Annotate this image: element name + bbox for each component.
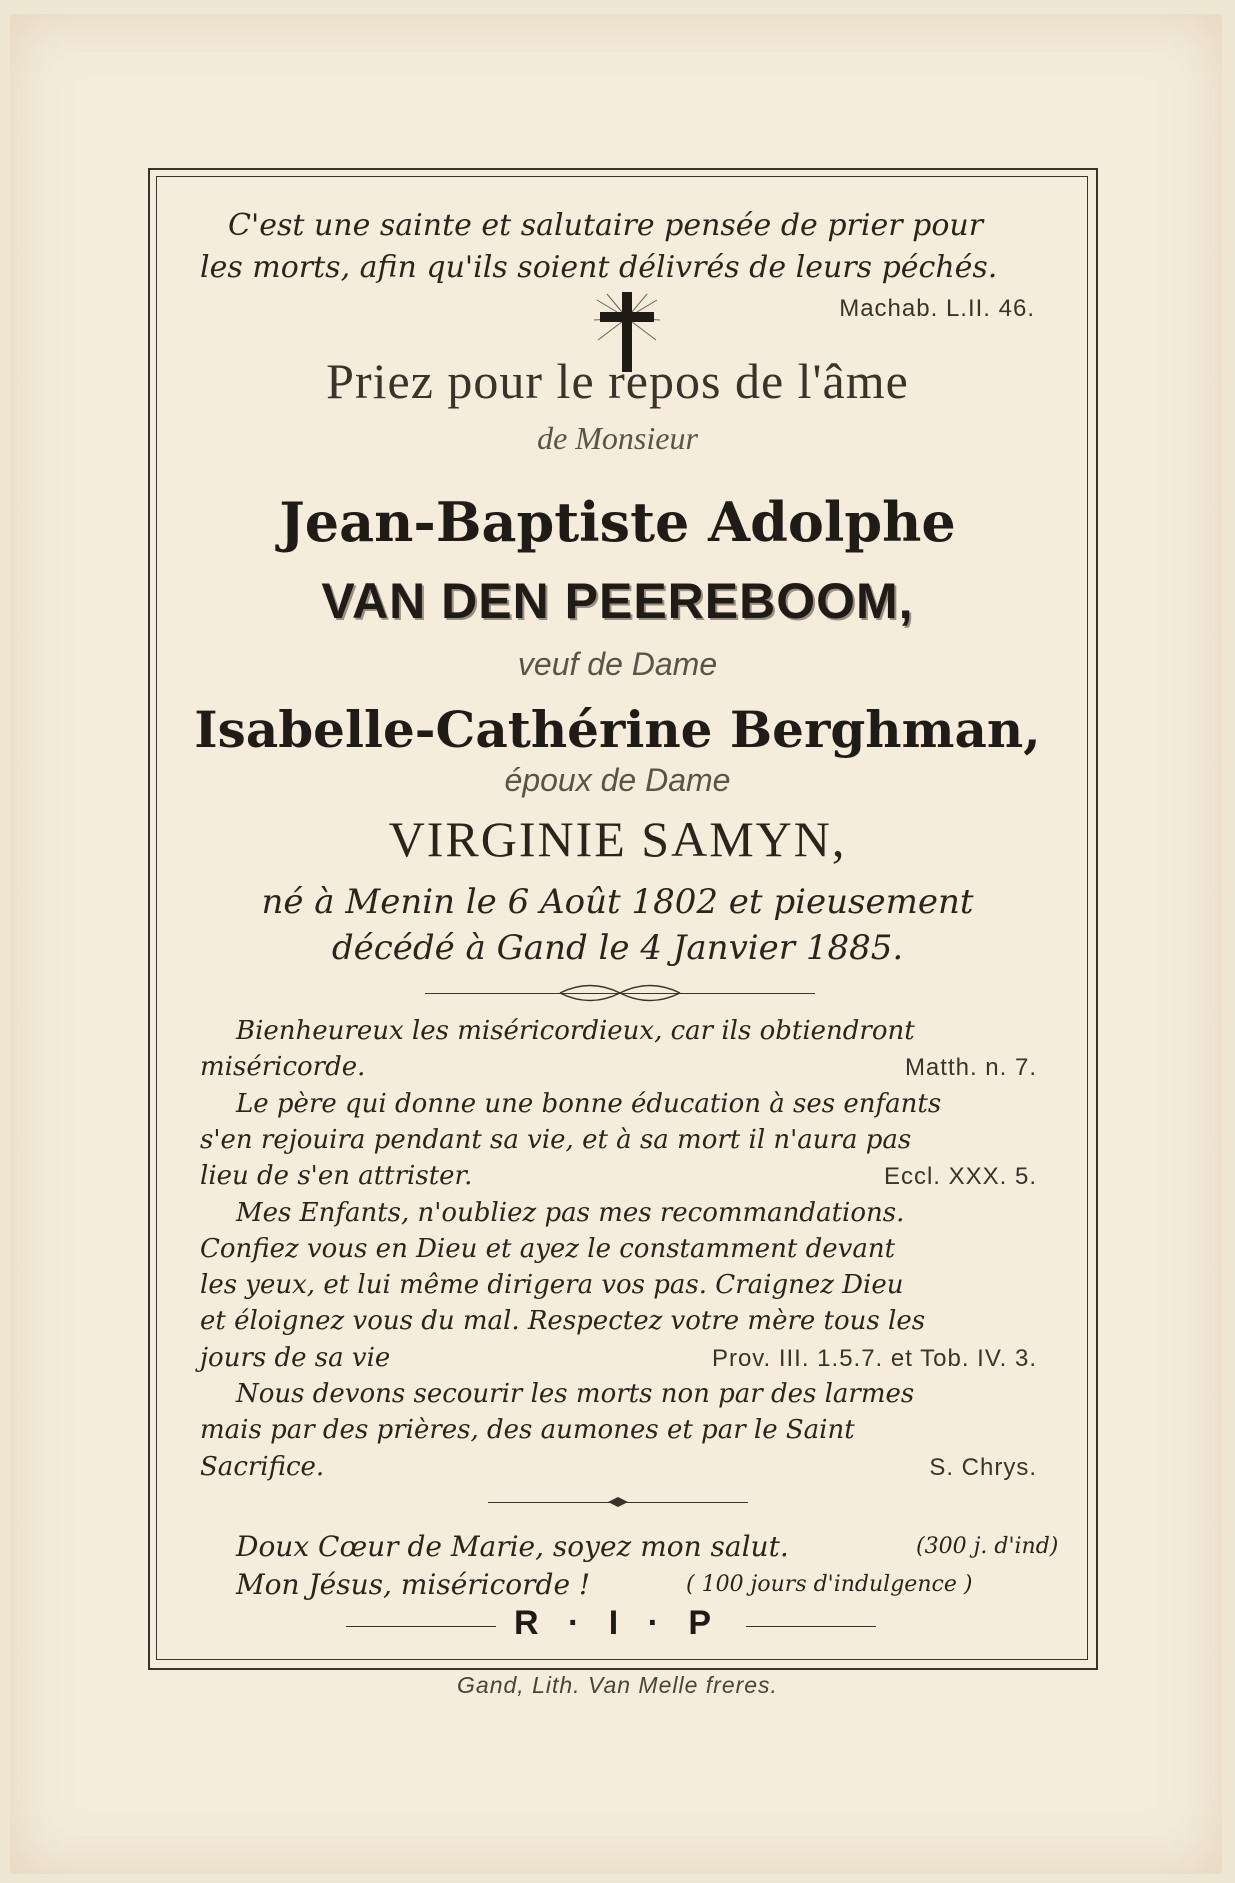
verse-line: Mes Enfants, n'oubliez pas mes recommandations. [236, 1197, 905, 1228]
verse-line: Confiez vous en Dieu et ayez le constamment devant [200, 1233, 896, 1264]
first-wife-name: Isabelle-Cathérine Berghman, [194, 700, 1041, 759]
verse-line: s'en rejouira pendant sa vie, et à sa mort il n'aura pas [200, 1124, 912, 1155]
rip-rule-right [746, 1626, 876, 1627]
epigraph-reference: Machab. L.II. 46. [839, 295, 1035, 322]
death-line: décédé à Gand le 4 Janvier 1885. [331, 928, 904, 968]
verse-line: Le père qui donne une bonne éducation à ses enfants [236, 1088, 942, 1119]
verse-reference: Prov. III. 1.5.7. et Tob. IV. 3. [711, 1344, 1037, 1372]
given-names: Jean-Baptiste Adolphe [279, 490, 956, 554]
birth-line: né à Menin le 6 Août 1802 et pieusement [261, 882, 974, 922]
verse-line: et éloignez vous du mal. Respectez votre mère tous les [200, 1306, 926, 1337]
wife-name: VIRGINIE SAMYN, [388, 811, 847, 867]
verse-line: les yeux, et lui même dirigera vos pas. Craignez Dieu [200, 1270, 904, 1301]
epigraph-line-1: C'est une sainte et salutaire pensée de prier pour [228, 208, 984, 243]
divider-ornament-icon [606, 1496, 630, 1508]
epigraph-line-2: les morts, afin qu'ils soient délivrés de leurs péchés. [200, 250, 998, 285]
verse-line: mais par des prières, des aumones et par le Saint [200, 1415, 855, 1446]
printer-credit: Gand, Lith. Van Melle freres. [457, 1672, 778, 1698]
verse-reference: Eccl. XXX. 5. [883, 1163, 1037, 1191]
rip-mark: R · I · P [513, 1604, 722, 1642]
verse-reference: Matth. n. 7. [904, 1054, 1037, 1082]
verse-line: Sacrifice. [200, 1451, 325, 1482]
veuf-label: veuf de Dame [517, 646, 718, 682]
verse-line: Nous devons secourir les morts non par des larmes [236, 1379, 915, 1409]
prayer-heading: Priez pour le repos de l'âme [326, 353, 909, 409]
verse-reference: S. Chrys. [929, 1453, 1037, 1481]
verse-line: miséricorde. [200, 1052, 366, 1083]
prayer-line-1-indulgence: (300 j. d'ind) [916, 1534, 1059, 1559]
verse-line: lieu de s'en attrister. [200, 1161, 473, 1192]
verse-line: jours de sa vie [200, 1342, 391, 1373]
verse-line: Bienheureux les miséricordieux, car ils obtiendront [236, 1016, 915, 1046]
prayer-line-2-indulgence: ( 100 jours d'indulgence ) [686, 1572, 973, 1597]
surname: VAN DEN PEEREBOOM, [321, 573, 914, 629]
scroll-ornament-icon [555, 981, 685, 1005]
prayer-line-2: Mon Jésus, miséricorde ! [236, 1568, 591, 1601]
prayer-line-1: Doux Cœur de Marie, soyez mon salut. [236, 1530, 789, 1563]
de-monsieur: de Monsieur [537, 420, 698, 456]
epoux-label: époux de Dame [504, 762, 731, 798]
